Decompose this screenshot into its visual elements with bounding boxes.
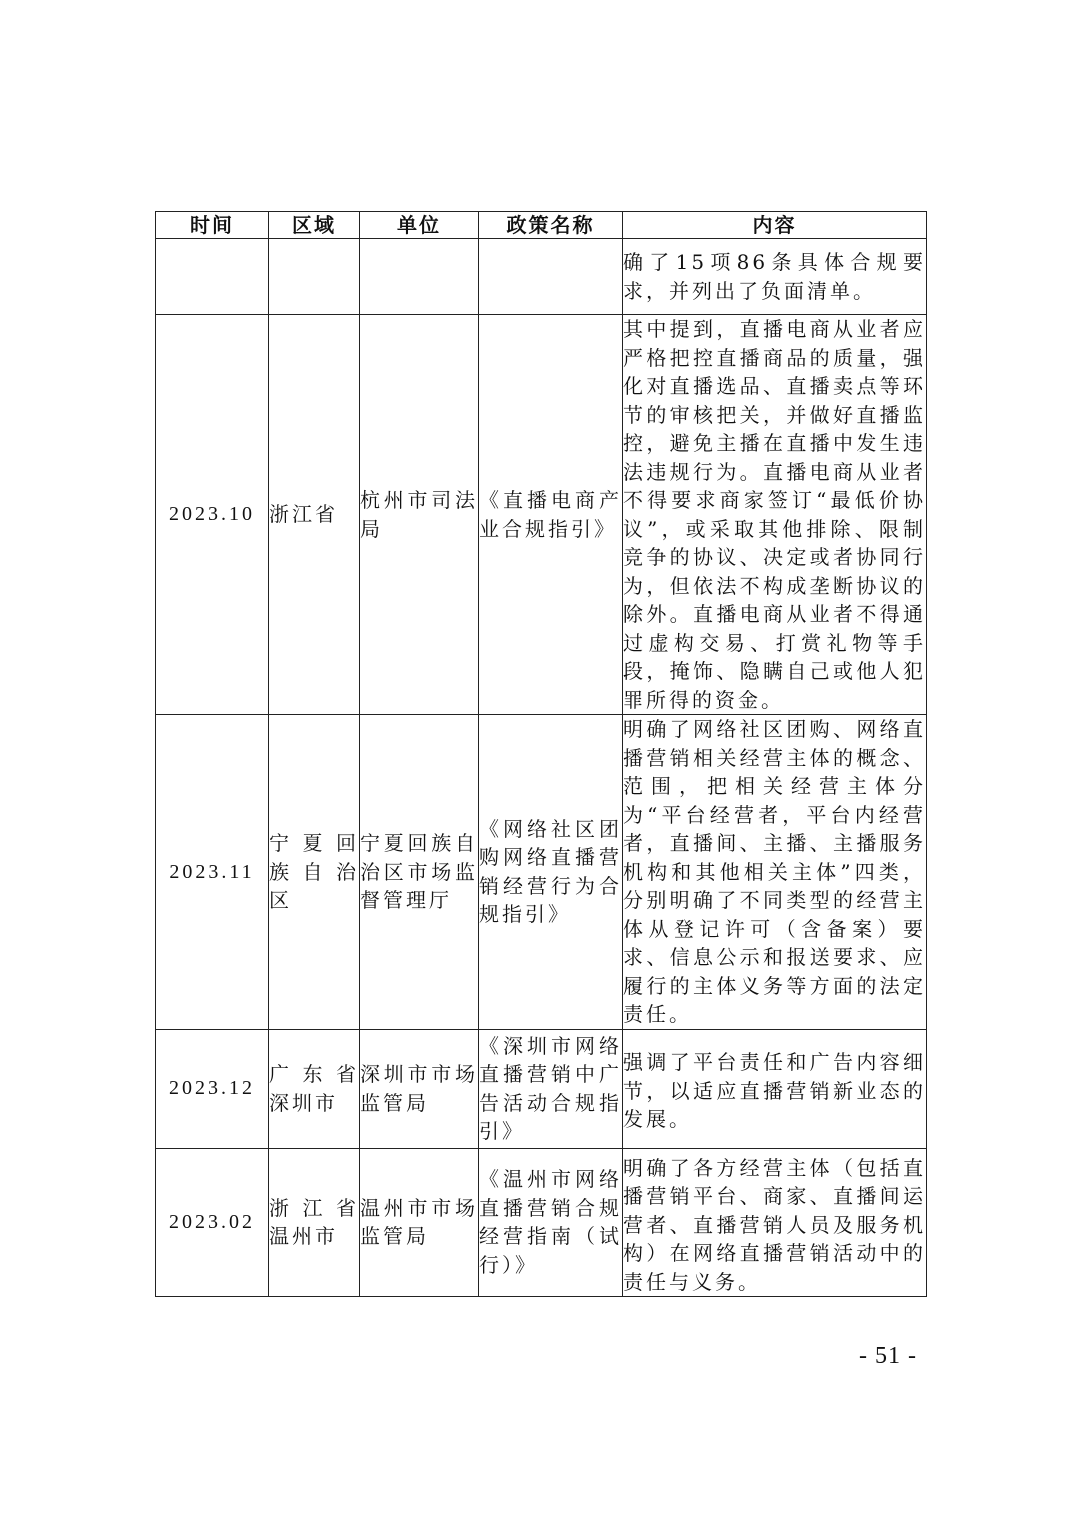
page-number: - 51 - <box>859 1343 917 1369</box>
cell-content: 明确了各方经营主体（包括直播营销平台、商家、直播间运营者、直播营销人员及服务机构）在网络直播营销活动中的责任与义务。 <box>623 1148 927 1297</box>
cell-content: 确了15项86条具体合规要求，并列出了负面清单。 <box>623 239 927 315</box>
cell-time: 2023.11 <box>156 715 269 1030</box>
header-region: 区域 <box>269 212 360 239</box>
cell-unit <box>360 239 479 315</box>
cell-content: 明确了网络社区团购、网络直播营销相关经营主体的概念、范围，把相关经营主体分为“平台经营者，平台内经营者，直播间、主播、主播服务机构和其他相关主体”四类，分别明确了不同类型的经营主体从登记许可（含备案）要求、信息公示和报送要求、应履行的主体义务等方面的法定责任。 <box>623 715 927 1030</box>
cell-time: 2023.12 <box>156 1029 269 1148</box>
cell-content: 其中提到，直播电商从业者应严格把控直播商品的质量，强化对直播选品、直播卖点等环节的审核把关，并做好直播监控，避免主播在直播中发生违法违规行为。直播电商从业者不得要求商家签订“最低价协议”，或采取其他排除、限制竞争的协议、决定或者协同行为，但依法不构成垄断协议的除外。直播电商从业者不得通过虚构交易、打赏礼物等手段，掩饰、隐瞒自己或他人犯罪所得的资金。 <box>623 315 927 715</box>
cell-unit: 深圳市市场监管局 <box>360 1029 479 1148</box>
cell-region <box>269 239 360 315</box>
table-row <box>156 239 927 315</box>
table-row <box>156 1148 927 1297</box>
cell-policy-name: 《网络社区团购网络直播营销经营行为合规指引》 <box>479 715 623 1030</box>
policy-table <box>155 211 927 1297</box>
cell-policy-name <box>479 239 623 315</box>
cell-content: 强调了平台责任和广告内容细节，以适应直播营销新业态的发展。 <box>623 1029 927 1148</box>
cell-policy-name: 《温州市网络直播营销合规经营指南（试行）》 <box>479 1148 623 1297</box>
header-policy-name: 政策名称 <box>479 212 623 239</box>
cell-region: 浙江省 <box>269 315 360 715</box>
header-time: 时间 <box>156 212 269 239</box>
cell-time <box>156 239 269 315</box>
cell-policy-name: 《直播电商产业合规指引》 <box>479 315 623 715</box>
cell-policy-name: 《深圳市网络直播营销中广告活动合规指引》 <box>479 1029 623 1148</box>
header-unit: 单位 <box>360 212 479 239</box>
cell-unit: 宁夏回族自治区市场监督管理厅 <box>360 715 479 1030</box>
cell-unit: 杭州市司法局 <box>360 315 479 715</box>
cell-region: 浙江省温州市 <box>269 1148 360 1297</box>
cell-region: 广东省深圳市 <box>269 1029 360 1148</box>
header-content: 内容 <box>623 212 927 239</box>
cell-region: 宁夏回族自治区 <box>269 715 360 1030</box>
cell-time: 2023.10 <box>156 315 269 715</box>
cell-time: 2023.02 <box>156 1148 269 1297</box>
table-header-row <box>156 212 927 239</box>
cell-unit: 温州市市场监管局 <box>360 1148 479 1297</box>
table-row <box>156 315 927 715</box>
table-row <box>156 1029 927 1148</box>
table-row <box>156 715 927 1030</box>
